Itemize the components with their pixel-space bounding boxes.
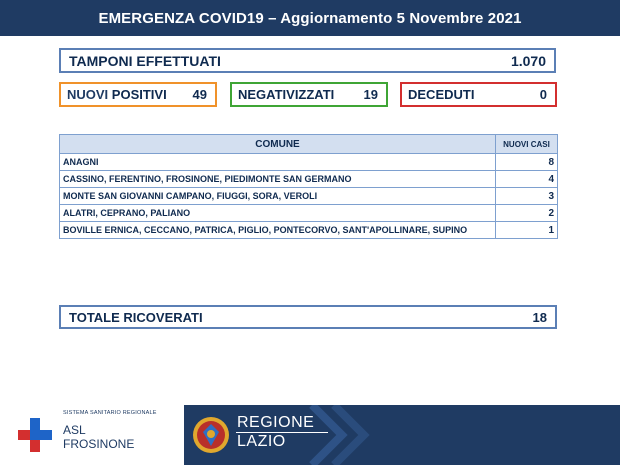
nuovi-casi-header: NUOVI CASI [496,135,558,154]
ricoverati-label: TOTALE RICOVERATI [69,309,203,325]
table-row [60,171,558,188]
casi-cell: 2 [496,205,558,222]
table-row [60,222,558,239]
comune-cell: ANAGNI [60,154,496,171]
nuovi-positivi-value: 49 [192,87,207,102]
nuovi-positivi-box [59,82,217,107]
table-row [60,188,558,205]
regione-line1: REGIONE [237,414,315,431]
comune-cell: ALATRI, CEPRANO, PALIANO [60,205,496,222]
regione-lazio-crest-icon [192,414,230,456]
casi-cell: 4 [496,171,558,188]
page-header [0,0,620,36]
asl-subtitle: SISTEMA SANITARIO REGIONALE [63,410,157,416]
ricoverati-value: 18 [532,309,547,325]
table-row [60,154,558,171]
negativizzati-value: 19 [363,87,378,102]
red-cross-blue-cross-icon [16,416,54,454]
regione-divider [236,432,328,433]
casi-cell: 3 [496,188,558,205]
comune-cell: MONTE SAN GIOVANNI CAMPANO, FIUGGI, SORA, VEROLI [60,188,496,205]
negativizzati-label: NEGATIVIZZATI [238,87,335,102]
comuni-table [59,134,558,239]
comune-cell: BOVILLE ERNICA, CECCANO, PATRICA, PIGLIO, PONTECORVO, SANT'APOLLINARE, SUPINO [60,222,496,239]
deceduti-label: DECEDUTI [408,87,475,102]
nuovi-positivi-label [67,87,167,102]
deceduti-value: 0 [539,87,547,102]
asl-line2: FROSINONE [63,437,135,451]
comune-header: COMUNE [60,135,496,154]
comune-cell: CASSINO, FERENTINO, FROSINONE, PIEDIMONTE SAN GERMANO [60,171,496,188]
ricoverati-box [59,305,557,329]
table-header-row [60,135,558,154]
negativizzati-box [230,82,388,107]
asl-name [63,423,134,451]
table-row [60,205,558,222]
regione-line2: LAZIO [237,433,286,450]
asl-line1: ASL [63,423,86,437]
tamponi-box [59,48,556,73]
casi-cell: 1 [496,222,558,239]
tamponi-label: TAMPONI EFFETTUATI [69,52,221,69]
casi-cell: 8 [496,154,558,171]
nuovi-positivi-label-rest: POSITIVI [108,87,167,102]
page-title: EMERGENZA COVID19 – Aggiornamento 5 Novembre 2021 [98,9,522,27]
deceduti-box [400,82,557,107]
chevron-decoration-icon [272,405,620,465]
nuovi-positivi-label-accent: NUOVI [67,87,109,102]
tamponi-value: 1.070 [510,52,546,69]
